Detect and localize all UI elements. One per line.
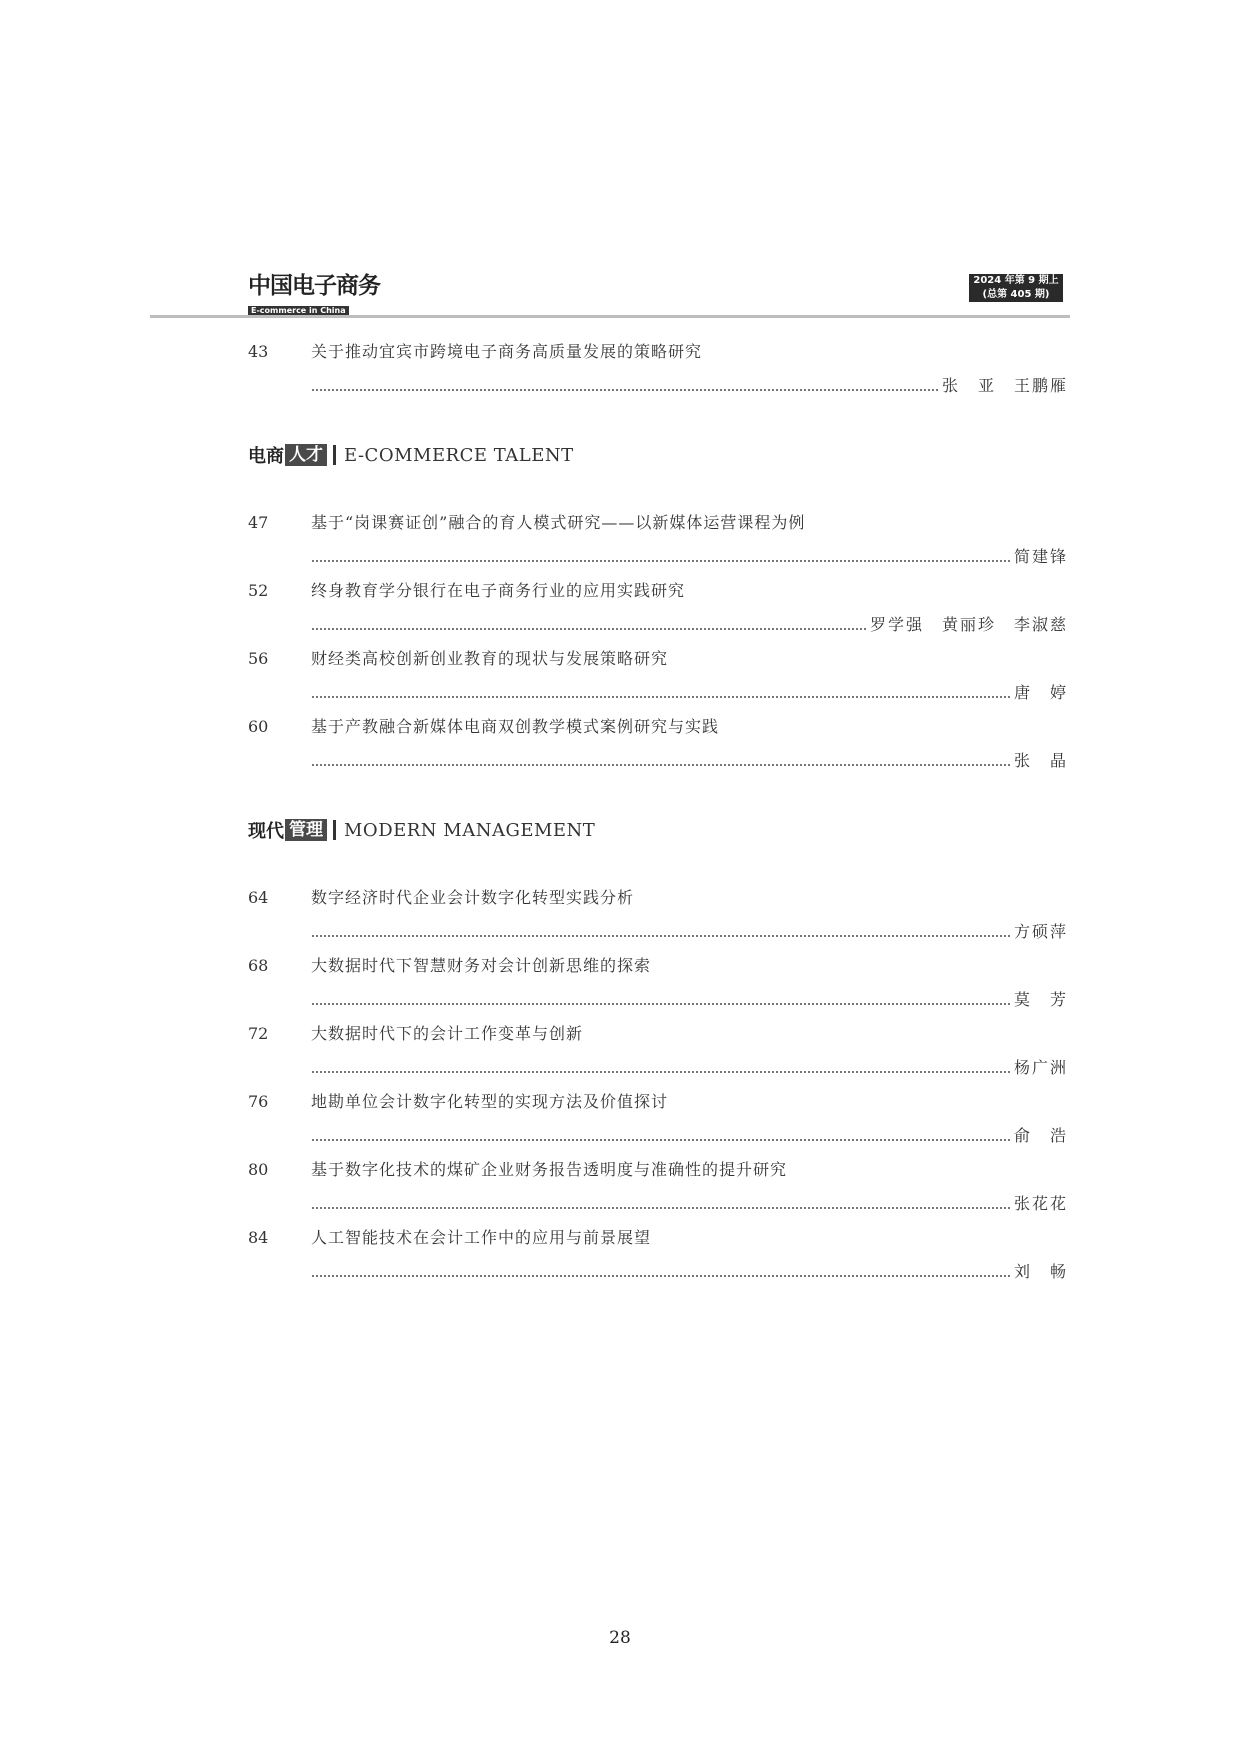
dot-leader bbox=[311, 560, 1012, 562]
toc-entry[interactable] bbox=[248, 1228, 1068, 1288]
toc-entry[interactable] bbox=[248, 513, 1068, 573]
entry-page-number: 68 bbox=[248, 956, 269, 975]
entry-leader-row bbox=[311, 1194, 1068, 1214]
entry-title: 数字经济时代企业会计数字化转型实践分析 bbox=[311, 888, 635, 907]
section-heading-modern-management bbox=[248, 817, 595, 843]
logo-chinese-title: 中国电子商务 bbox=[248, 273, 380, 299]
header-rule bbox=[150, 315, 1070, 318]
entry-leader-row bbox=[311, 1126, 1068, 1146]
dot-leader bbox=[311, 1003, 1012, 1005]
entry-title: 终身教育学分银行在电子商务行业的应用实践研究 bbox=[311, 581, 686, 600]
entry-author: 唐 婷 bbox=[1013, 683, 1068, 702]
entry-page-number: 72 bbox=[248, 1024, 269, 1043]
entry-author: 方硕萍 bbox=[1013, 922, 1068, 941]
dot-leader bbox=[311, 628, 868, 630]
toc-entry[interactable] bbox=[248, 649, 1068, 709]
issue-number: 2024 年第 9 期上 bbox=[973, 275, 1059, 286]
dot-leader bbox=[311, 1071, 1012, 1073]
entry-leader-row bbox=[311, 922, 1068, 942]
entry-author: 莫 芳 bbox=[1013, 990, 1068, 1009]
entry-page-number: 64 bbox=[248, 888, 269, 907]
dot-leader bbox=[311, 935, 1012, 937]
entry-title: 大数据时代下智慧财务对会计创新思维的探索 bbox=[311, 956, 652, 975]
entry-title: 关于推动宜宾市跨境电子商务高质量发展的策略研究 bbox=[311, 342, 703, 361]
entry-title: 基于“岗课赛证创”融合的育人模式研究——以新媒体运营课程为例 bbox=[311, 513, 806, 532]
toc-entry[interactable] bbox=[248, 717, 1068, 777]
entry-leader-row bbox=[311, 1262, 1068, 1282]
toc-entry[interactable] bbox=[248, 888, 1068, 948]
toc-entry[interactable] bbox=[248, 956, 1068, 1016]
section-cn-boxed: 管理 bbox=[285, 819, 327, 841]
entry-page-number: 76 bbox=[248, 1092, 269, 1111]
entry-page-number: 60 bbox=[248, 717, 269, 736]
issue-badge bbox=[969, 274, 1063, 302]
entry-author: 刘 畅 bbox=[1013, 1262, 1068, 1281]
section-en-title: MODERN MANAGEMENT bbox=[344, 819, 596, 841]
entry-title: 人工智能技术在会计工作中的应用与前景展望 bbox=[311, 1228, 652, 1247]
section-heading-ecommerce-talent bbox=[248, 442, 574, 468]
section-en-title: E-COMMERCE TALENT bbox=[344, 444, 574, 466]
entry-title: 财经类高校创新创业教育的现状与发展策略研究 bbox=[311, 649, 669, 668]
toc-entry[interactable] bbox=[248, 1160, 1068, 1220]
dot-leader bbox=[311, 1207, 1012, 1209]
dot-leader bbox=[311, 389, 940, 391]
toc-entry[interactable] bbox=[248, 342, 1068, 402]
entry-leader-row bbox=[311, 615, 1068, 635]
toc-entry[interactable] bbox=[248, 1092, 1068, 1152]
dot-leader bbox=[311, 764, 1012, 766]
toc-entry[interactable] bbox=[248, 1024, 1068, 1084]
entry-leader-row bbox=[311, 547, 1068, 567]
dot-leader bbox=[311, 1275, 1012, 1277]
entry-author: 张 晶 bbox=[1013, 751, 1068, 770]
section-divider-bar bbox=[333, 820, 336, 840]
entry-page-number: 43 bbox=[248, 342, 269, 361]
magazine-logo bbox=[248, 274, 380, 317]
entry-author: 罗学强 黄丽珍 李淑慈 bbox=[869, 615, 1068, 634]
entry-leader-row bbox=[311, 1058, 1068, 1078]
section-cn-prefix: 电商 bbox=[248, 446, 284, 467]
entry-leader-row bbox=[311, 751, 1068, 771]
entry-page-number: 80 bbox=[248, 1160, 269, 1179]
dot-leader bbox=[311, 696, 1012, 698]
entry-page-number: 84 bbox=[248, 1228, 269, 1247]
issue-total-number: (总第 405 期) bbox=[982, 289, 1050, 300]
section-cn-prefix: 现代 bbox=[248, 821, 284, 842]
entry-title: 大数据时代下的会计工作变革与创新 bbox=[311, 1024, 584, 1043]
entry-author: 俞 浩 bbox=[1013, 1126, 1068, 1145]
toc-entry[interactable] bbox=[248, 581, 1068, 641]
entry-page-number: 52 bbox=[248, 581, 269, 600]
entry-page-number: 56 bbox=[248, 649, 269, 668]
section-cn-boxed: 人才 bbox=[285, 444, 327, 466]
dot-leader bbox=[311, 1139, 1012, 1141]
entry-title: 基于产教融合新媒体电商双创教学模式案例研究与实践 bbox=[311, 717, 720, 736]
entry-leader-row bbox=[311, 683, 1068, 703]
entry-page-number: 47 bbox=[248, 513, 269, 532]
page-number-footer: 28 bbox=[609, 1628, 631, 1648]
entry-title: 基于数字化技术的煤矿企业财务报告透明度与准确性的提升研究 bbox=[311, 1160, 788, 1179]
section-divider-bar bbox=[333, 445, 336, 465]
entry-author: 张花花 bbox=[1013, 1194, 1068, 1213]
entry-title: 地勘单位会计数字化转型的实现方法及价值探讨 bbox=[311, 1092, 669, 1111]
entry-author: 张 亚 王鹏雁 bbox=[941, 376, 1068, 395]
entry-leader-row bbox=[311, 376, 1068, 396]
entry-author: 杨广洲 bbox=[1013, 1058, 1068, 1077]
entry-author: 简建锋 bbox=[1013, 547, 1068, 566]
logo-english-title: E-commerce in China bbox=[248, 306, 349, 316]
entry-leader-row bbox=[311, 990, 1068, 1010]
